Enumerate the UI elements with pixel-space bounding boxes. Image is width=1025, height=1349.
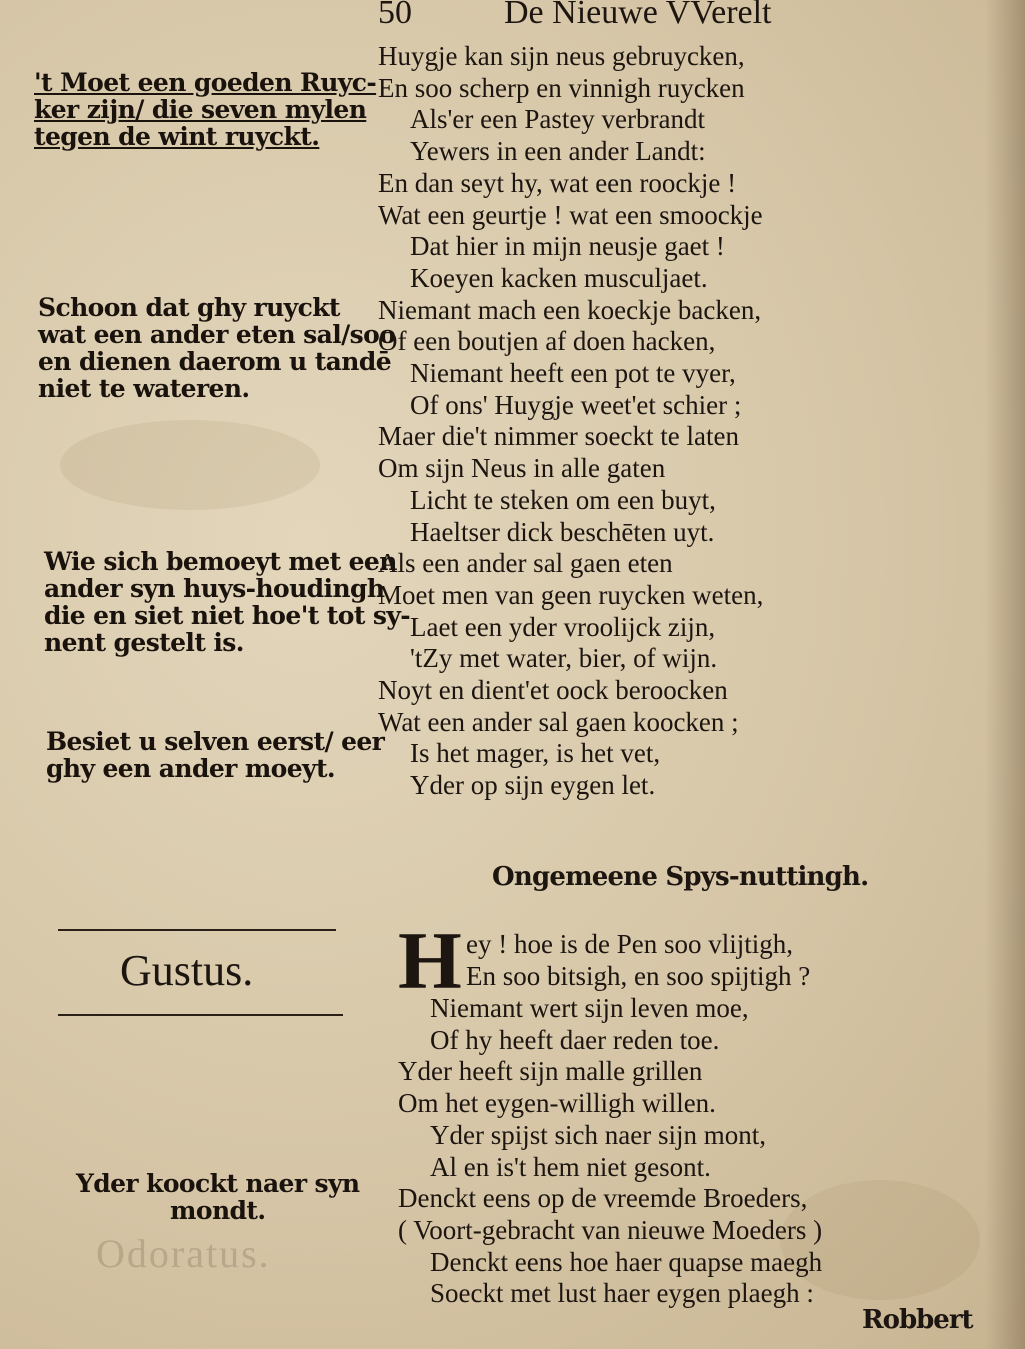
- gloss-line: en dienen daerom u tandē: [38, 347, 392, 376]
- drop-cap: H: [398, 915, 462, 1006]
- poem-line: Yder spijst sich naer sijn mont,: [430, 1119, 766, 1150]
- poem-line: Maer die't nimmer soeckt te laten: [378, 421, 739, 452]
- gloss-line: tegen de wint ruyckt.: [34, 122, 320, 151]
- poem-line: Niemant mach een koeckje backen,: [378, 294, 762, 325]
- gloss-line: Yder koockt naer syn: [76, 1169, 360, 1198]
- poem-line: Denckt eens op de vreemde Broeders,: [398, 1183, 808, 1214]
- margin-gloss: [76, 1170, 360, 1224]
- poem-line: Denckt eens hoe haer quapse maegh: [430, 1246, 823, 1277]
- section-word: Gustus.: [120, 946, 254, 995]
- gloss-line: 't Moet een goeden Ruyc-: [34, 68, 377, 97]
- running-title: De Nieuwe VVerelt: [504, 0, 772, 31]
- poem-line: Of een boutjen af doen hacken,: [378, 326, 716, 357]
- poem-line: Yewers in een ander Landt:: [410, 136, 706, 167]
- poem-line: Dat hier in mijn neusje gaet !: [410, 231, 725, 262]
- gloss-line: die en siet niet hoe't tot sy-: [44, 601, 411, 630]
- gloss-line: mondt.: [170, 1196, 266, 1225]
- poem-line: Wat een ander sal gaen koocken ;: [378, 706, 739, 737]
- gloss-line: ghy een ander moeyt.: [46, 754, 336, 783]
- poem-line: Yder heeft sijn malle grillen: [398, 1056, 703, 1087]
- poem-line: Licht te steken om een buyt,: [410, 484, 716, 515]
- poem-line: Of hy heeft daer reden toe.: [430, 1024, 720, 1055]
- poem-line: Koeyen kacken musculjaet.: [410, 262, 708, 293]
- margin-gloss: [46, 728, 384, 782]
- divider-rule: [58, 1014, 343, 1016]
- poem-line: Om het eygen-willigh willen.: [398, 1088, 716, 1119]
- gloss-line: wat een ander eten sal/soo: [38, 320, 396, 349]
- poem-opening-lines: [466, 929, 810, 992]
- gloss-line: ker zijn/ die seven mylen: [34, 95, 367, 124]
- poem-line: Als een ander sal gaen eten: [378, 548, 673, 579]
- page-header: [378, 0, 838, 34]
- poem-line: Laet een yder vroolijck zijn,: [410, 611, 716, 642]
- paper-stain: [60, 420, 320, 510]
- divider-rule: [58, 929, 336, 931]
- poem-line: Moet men van geen ruycken weten,: [378, 579, 764, 610]
- poem-line: 'tZy met water, bier, of wijn.: [410, 643, 718, 674]
- poem-line: En soo scherp en vinnigh ruycken: [378, 72, 745, 103]
- poem-stanza-block: [378, 41, 763, 802]
- gloss-line: Schoon dat ghy ruyckt: [38, 293, 340, 322]
- gloss-line: nent gestelt is.: [44, 628, 244, 657]
- page-number: 50: [378, 0, 412, 31]
- gloss-line: Wie sich bemoeyt met een: [44, 547, 397, 576]
- poem-line: En soo bitsigh, en soo spijtigh ?: [466, 960, 811, 991]
- poem-stanza-block: [398, 993, 822, 1310]
- poem-line: Niemant heeft een pot te vyer,: [410, 358, 736, 389]
- poem-line: Yder op sijn eygen let.: [410, 770, 656, 801]
- poem-line: Is het mager, is het vet,: [410, 738, 661, 769]
- gloss-line: niet te wateren.: [38, 374, 250, 403]
- sub-heading: Ongemeene Spys-nuttingh.: [492, 862, 869, 892]
- poem-line: Of ons' Huygje weet'et schier ;: [410, 389, 742, 420]
- bleed-through-text: Odoratus.: [96, 1231, 271, 1276]
- poem-line: ey ! hoe is de Pen soo vlijtigh,: [466, 929, 793, 959]
- margin-gloss: [34, 69, 376, 150]
- poem-line: Als'er een Pastey verbrandt: [410, 104, 706, 135]
- gloss-line: Besiet u selven eerst/ eer: [46, 727, 385, 756]
- gloss-line: ander syn huys-houdingh: [44, 574, 385, 603]
- poem-line: Noyt en dient'et oock beroocken: [378, 675, 728, 706]
- poem-line: Wat een geurtje ! wat een smoockje: [378, 199, 763, 230]
- poem-line: ( Voort-gebracht van nieuwe Moeders ): [398, 1214, 823, 1245]
- poem-line: En dan seyt hy, wat een roockje !: [378, 167, 737, 198]
- catchword: Robbert: [862, 1305, 973, 1335]
- margin-gloss: [44, 548, 410, 656]
- poem-line: Niemant wert sijn leven moe,: [430, 993, 749, 1023]
- poem-line: Soeckt met lust haer eygen plaegh :: [430, 1278, 814, 1309]
- poem-line: Om sijn Neus in alle gaten: [378, 453, 666, 484]
- poem-line: Al en is't hem niet gesont.: [430, 1151, 711, 1182]
- poem-line: Haeltser dick beschēten uyt.: [410, 516, 715, 547]
- margin-gloss: [38, 294, 395, 402]
- poem-line: Huygje kan sijn neus gebruycken,: [378, 41, 745, 71]
